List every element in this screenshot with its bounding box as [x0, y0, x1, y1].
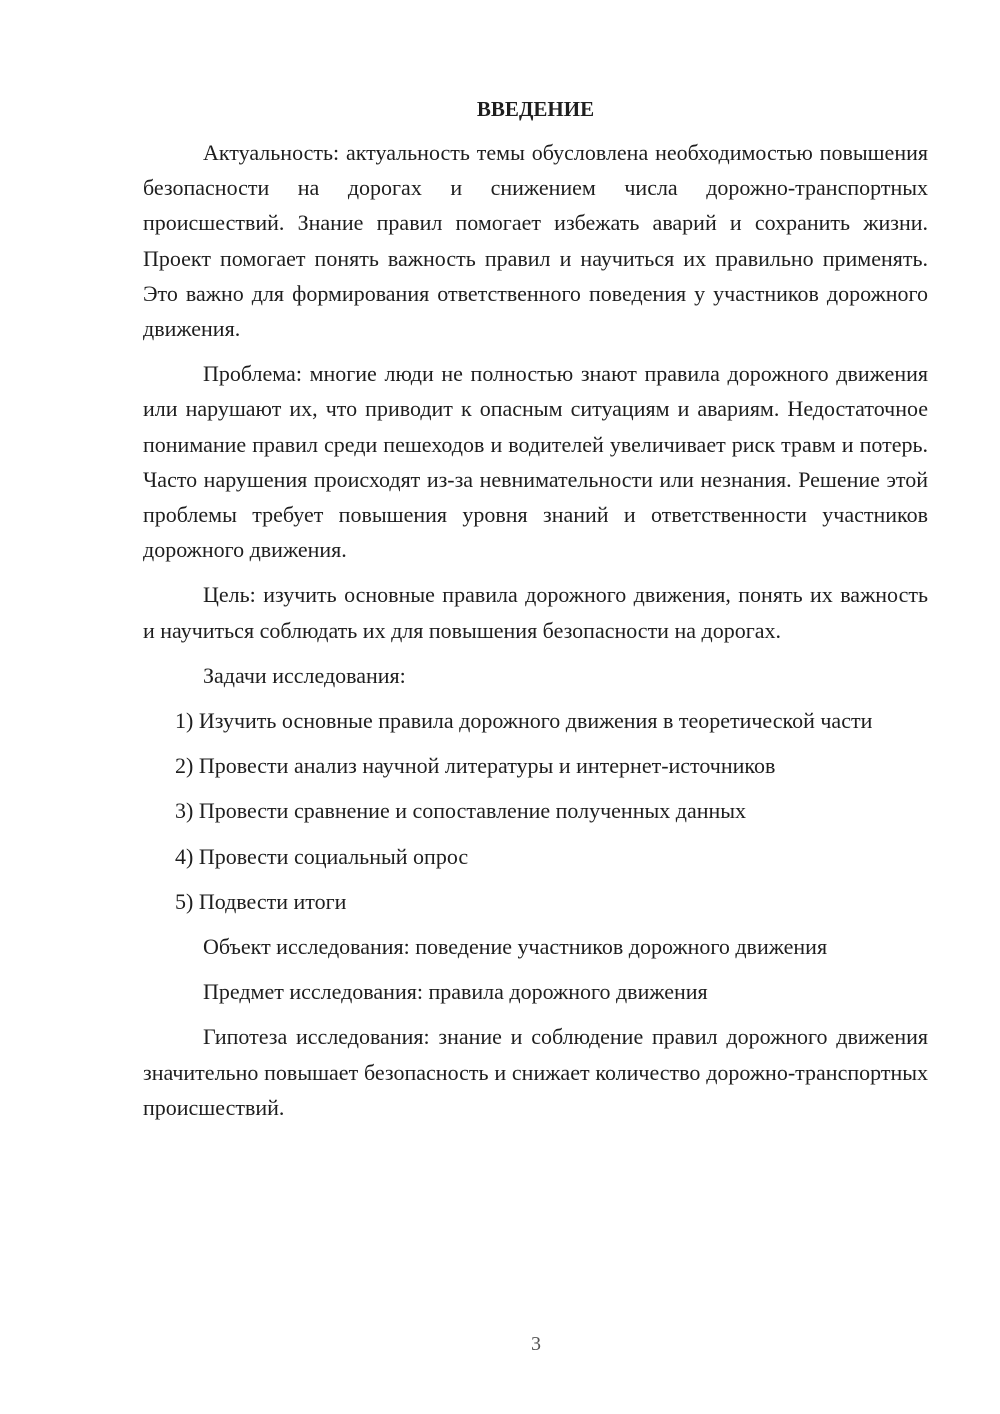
relevance-paragraph: Актуальность: актуальность темы обусловлена необходимостью повышения безопасности на дорогах и снижением числа дорожно-транспортных происшествий. Знание правил помогает избежать аварий и сохранить жизни. Проект помогает понять важность правил и научиться их правильно применять. Это важно для формирования ответственного поведения у участников дорожного движения. [143, 140, 928, 342]
tasks-list [143, 703, 928, 919]
list-item: 2) Провести анализ научной литературы и интернет-источников [175, 753, 776, 779]
tasks-heading: Задачи исследования: [203, 662, 406, 688]
research-subject: Предмет исследования: правила дорожного движения [203, 979, 708, 1005]
document-body [143, 92, 928, 1135]
research-object: Объект исследования: поведение участников дорожного движения [203, 934, 828, 960]
list-item: 4) Провести социальный опрос [175, 843, 469, 869]
list-item: 5) Подвести итоги [175, 888, 347, 914]
list-item: 3) Провести сравнение и сопоставление полученных данных [175, 798, 747, 824]
page-title: ВВЕДЕНИЕ [476, 97, 595, 121]
goal-paragraph: Цель: изучить основные правила дорожного движения, понять их важность и научиться соблюдать их для повышения безопасности на дорогах. [143, 582, 928, 643]
page-number: 3 [531, 1333, 541, 1355]
hypothesis-paragraph: Гипотеза исследования: знание и соблюдение правил дорожного движения значительно повышает безопасность и снижает количество дорожно-транспортных происшествий. [143, 1024, 928, 1120]
list-item: 1) Изучить основные правила дорожного движения в теоретической части [175, 708, 873, 734]
problem-paragraph: Проблема: многие люди не полностью знают правила дорожного движения или нарушают их, что приводит к опасным ситуациям и авариям. Недостаточное понимание правил среди пешеходов и водителей увеличивает риск травм и потерь. Часто нарушения происходят из-за невнимательности или незнания. Решение этой проблемы требует повышения уровня знаний и ответственности участников дорожного движения. [143, 361, 928, 563]
